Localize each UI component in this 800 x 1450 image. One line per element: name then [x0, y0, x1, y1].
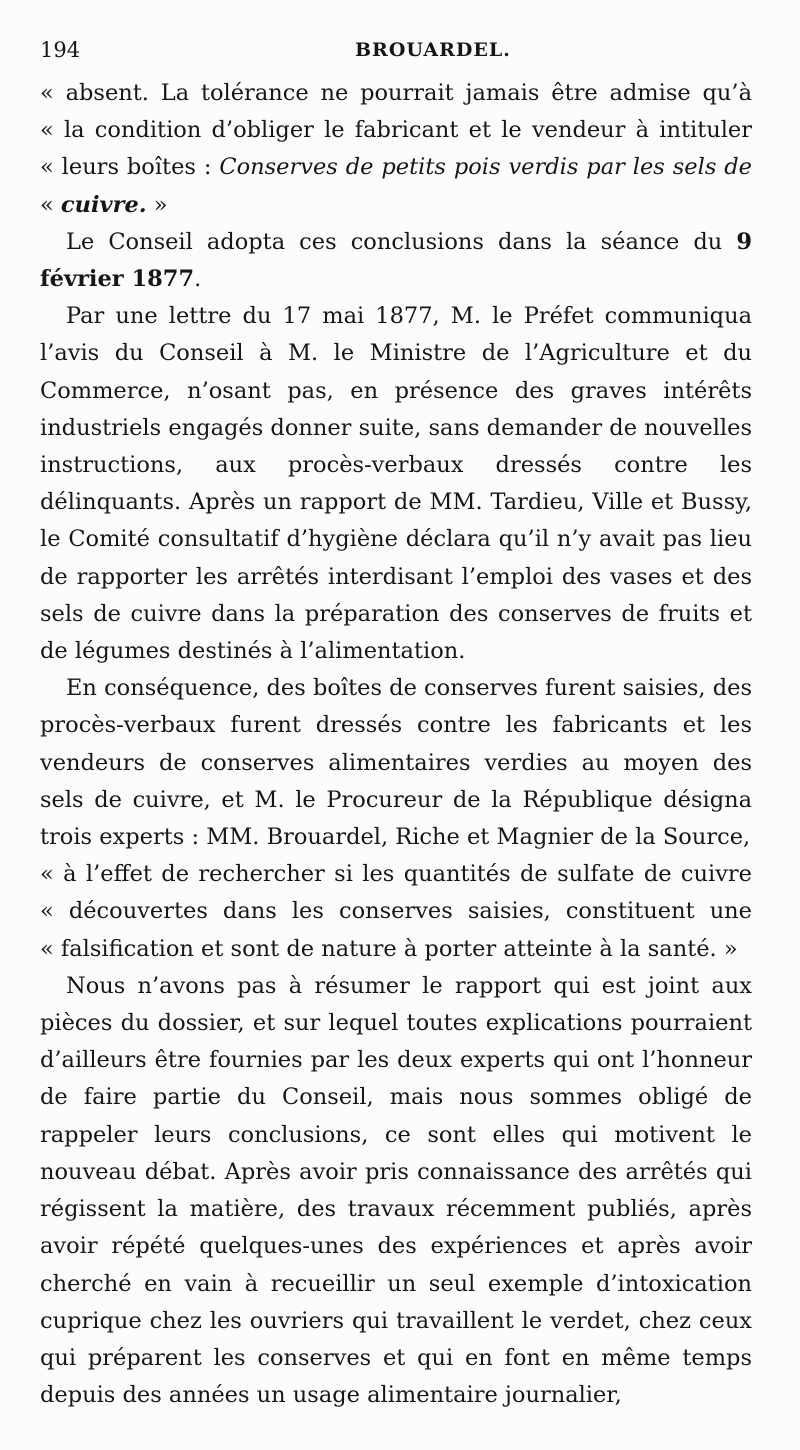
- paragraph-1-date: 9 février 1877: [40, 228, 752, 293]
- quote-line-prefix: «: [40, 191, 61, 218]
- running-head: [40, 34, 760, 66]
- quote-line-italic: Conserves de petits pois verdis par les sels de: [219, 154, 752, 181]
- paragraph-1: [40, 224, 752, 298]
- paragraph-3-text: En conséquence, des boîtes de conserves furent saisies, des procès-verbaux furent dressés contre les fabricants et les vendeurs de conserves alimentaires verdies au moyen des sels de cuivre, et M. le Procureur de la République désigna trois experts : MM. Brouardel, Riche et Magnier de la Source,: [40, 675, 752, 851]
- paragraph-2: Par une lettre du 17 mai 1877, M. le Préfet communiqua l’avis du Conseil à M. le Ministre de l’Agriculture et du Commerce, n’osant pas, en présence des graves intérêts industriels engagés donner suite, sans demander de nouvelles instructions, aux procès-verbaux dressés contre les délinquants. Après un rapport de MM. Tardieu, Ville et Bussy, le Comité consultatif d’hygiène déclara qu’il n’y avait pas lieu de rapporter les arrêtés interdisant l’emploi des vases et des sels de cuivre dans la préparation des conserves de fruits et de légumes destinés à l’alimentation.: [40, 303, 752, 665]
- quote-line: « absent. La tolérance ne pourrait jamais être admise qu’à: [40, 80, 752, 106]
- body-text: [40, 75, 752, 1414]
- quote-line-prefix: « leurs boîtes :: [40, 154, 220, 181]
- quote-line-italic: cuivre.: [60, 191, 147, 218]
- quote-line: « découvertes dans les conserves saisies, constituent une: [40, 898, 752, 925]
- quote-line: « à l’effet de rechercher si les quantités de sulfate de cuivre: [40, 861, 752, 888]
- quote-line: [40, 187, 752, 224]
- quote-line: [40, 149, 752, 186]
- paragraph-4: Nous n’avons pas à résumer le rapport qui est joint aux pièces du dossier, et sur lequel toutes explications pourraient d’ailleurs être fournies par les deux experts qui ont l’honneur de faire partie du Conseil, mais nous sommes obligé de rappeler leurs conclusions, ce sont elles qui motivent le nouveau débat. Après avoir pris connaissance des arrêtés qui régissent la matière, des travaux récemment publiés, après avoir répété quelques-unes des expériences et après avoir cherché en vain à recueillir un seul exemple d’intoxication cuprique chez les ouvriers qui travaillent le verdet, chez ceux qui préparent les conserves et qui en font en même temps depuis des années un usage alimentaire journalier,: [40, 972, 752, 1409]
- quote-line: « falsification et sont de nature à porter atteinte à la santé. »: [40, 935, 738, 962]
- page-number: 194: [40, 38, 81, 62]
- paragraph-1-end: .: [194, 266, 202, 293]
- paragraph-3: [40, 670, 752, 968]
- quote-line: « la condition d’obliger le fabricant et le vendeur à intituler: [40, 117, 752, 144]
- quote-line-suffix: »: [146, 191, 168, 218]
- paragraph-1-text: Le Conseil adopta ces conclusions dans la séance du: [66, 228, 737, 255]
- running-title: BROUARDEL.: [355, 39, 511, 61]
- quote-continuation: [40, 75, 752, 224]
